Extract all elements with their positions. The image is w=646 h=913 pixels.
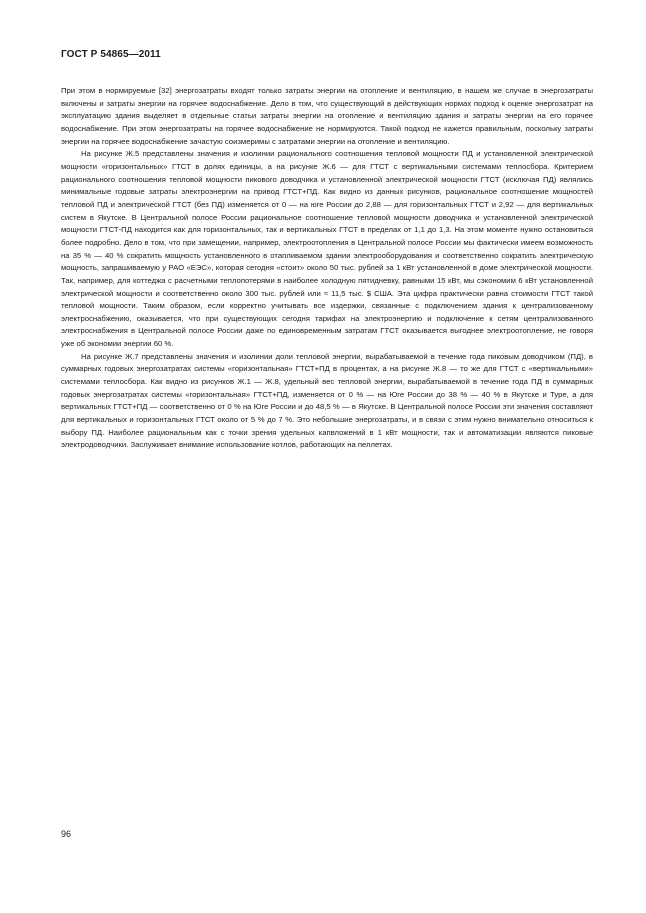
paragraph-figure-zh7-zh8: На рисунке Ж.7 представлены значения и изолинии доли тепловой энергии, вырабатываемой в течение года пиковым доводчиком (ПД), в суммарных годовых энергозатратах системы «горизонтальная» ГТСТ+ПД в процентах, а на рисунке Ж.8 — то же для ГТСТ с «вертикальными» системами теплосбора. Как видно из рисунков Ж.1 — Ж.8, удельный вес тепловой энергии, вырабатываемой в течение года ПД в суммарных годовых энергозатратах системы «горизонтальная» ГТСТ+ПД, изменяется от 0 % — на Юге России до 38 % — 40 % в Якутске и Туре, а для вертикальных ГТСТ+ПД — соответственно от 0 % на Юге России и до 48,5 % — в Якутске. В Центральной полосе России эти значения составляют для вертикальных и горизонтальных ГТСТ около от 5 % до 7 %. Это небольшие энергозатраты, и в связи с этим нужно внимательно относиться к выбору ПД. Наиболее рациональным как с точки зрения удельных капвложений в 1 кВт мощности, так и автоматизации являются пиковые электродоводчики. Заслуживает внимание использование котлов, работающих на пеллетах. [61, 351, 593, 450]
document-header: ГОСТ Р 54865—2011 [61, 49, 161, 60]
paragraph-energy-norms: При этом в нормируемые [32] энергозатраты входят только затраты энергии на отопление и вентиляцию, в нашем же случае в энергозатраты включены и затраты энергии на горячее водоснабжение. Дело в том, что существующий в действующих нормах подход к оценке энергозатрат на эксплуатацию здания выделяет в отдельные статьи затраты энергии на отопление и вентиляцию здания и затраты энергии на его горячее водоснабжение. При этом энергозатраты на горячее водоснабжение не нормируются. Такой подход не кажется правильным, поскольку затраты энергии на горячее водоснабжение зачастую соизмеримы с затратами энергии на отопление и вентиляцию. [61, 86, 593, 146]
paragraph-figure-zh5-zh6: На рисунке Ж.5 представлены значения и изолинии рационального соотношения тепловой мощности ПД и установленной электрической мощности «горизонтальных» ГТСТ в долях единицы, а на рисунке Ж.6 — для ГТСТ с вертикальными системами теплосбора. Критерием рационального соотношения тепловой мощности пикового доводчика и установленной электрической мощности ГТСТ (исключая ПД) являлись минимальные годовые затраты электроэнергии на привод ГТСТ+ПД. Как видно из данных рисунков, рациональное соотношение мощностей тепловой ПД и электрической ГТСТ (без ПД) изменяется от 0 — на юге России до 2,88 — для горизонтальных ГТСТ и 2,92 — для вертикальных систем в Якутске. В Центральной полосе России рациональное соотношение тепловой мощности доводчика и установленной электрической мощности ГТСТ-ПД находится как для горизонтальных, так и вертикальных ГТСТ в пределах от 1,1 до 1,3. На этом моменте нужно остановиться более подробно. Дело в том, что при замещении, например, электроотопления в Центральной полосе России мы фактически имеем возможность на 35 % — 40 % сократить мощность установленного в отапливаемом здании электрооборудования и соответственно сократить электрическую мощность, запрашиваемую у РАО «ЕЭС», которая сегодня «стоит» около 50 тыс. рублей за 1 кВт установленной в доме электрической мощности. Так, например, для коттеджа с расчетными теплопотерями в наиболее холодную пятидневку, равными 15 кВт, мы сэкономим 6 кВт установленной электрической мощности и соответственно около 300 тыс. рублей или ≈ 11,5 тыс. $ США. Эта цифра практически равна стоимости ГТСТ такой тепловой мощности. Таким образом, если корректно учитывать все издержки, связанные с подключением здания к централизованному электроснабжению, оказывается, что при существующих сегодня тарифах на электроэнергию и подключение к сетям централизованного электроснабжения в Центральной полосе России даже по единовременным затратам ГТСТ оказывается выгоднее электроотопление, не говоря уже об экономии энергии 60 %. [61, 149, 593, 349]
document-body [61, 85, 593, 452]
page-number: 96 [61, 829, 72, 839]
